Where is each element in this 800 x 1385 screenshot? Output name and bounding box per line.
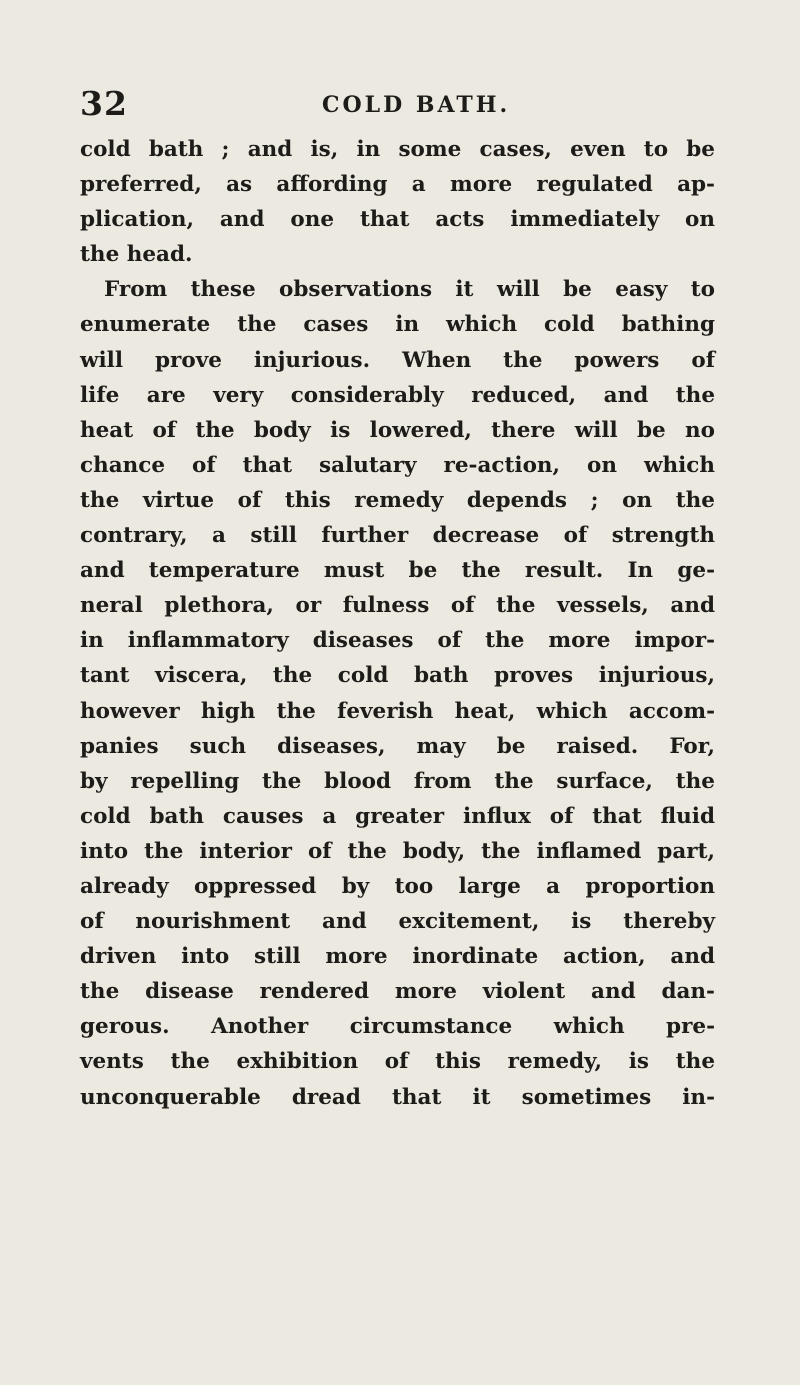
text-line: the head. — [80, 242, 193, 268]
text-line: already oppressed by too large a proportion — [80, 873, 715, 899]
text-line: From these observations it will be easy to — [104, 277, 715, 303]
text-line: unconquerable dread that it sometimes in- — [80, 1084, 715, 1110]
text-line: tant viscera, the cold bath proves injurious, — [80, 663, 715, 689]
text-line: will prove injurious. When the powers of — [80, 347, 715, 373]
text-line: gerous. Another circumstance which pre- — [80, 1014, 715, 1040]
text-line: in inflammatory diseases of the more impor- — [80, 628, 715, 654]
text-line: preferred, as affording a more regulated ap- — [80, 172, 715, 198]
text-line: into the interior of the body, the inflamed part, — [80, 838, 715, 864]
page-number: 32 — [80, 84, 128, 123]
text-line: cold bath causes a greater influx of that fluid — [80, 803, 715, 829]
text-line: by repelling the blood from the surface, the — [80, 768, 715, 794]
text-line: life are very considerably reduced, and the — [80, 382, 715, 408]
page-header — [80, 84, 720, 124]
text-line: cold bath ; and is, in some cases, even to be — [80, 137, 715, 162]
text-line: heat of the body is lowered, there will be no — [80, 417, 715, 443]
text-line: driven into still more inordinate action, and — [80, 944, 715, 970]
text-line: of nourishment and excitement, is thereby — [80, 909, 715, 935]
text-line: chance of that salutary re-action, on which — [80, 452, 715, 478]
text-line: panies such diseases, may be raised. For, — [80, 733, 715, 759]
running-head: COLD BATH. — [322, 92, 511, 118]
text-line: vents the exhibition of this remedy, is the — [80, 1049, 715, 1075]
text-line: plication, and one that acts immediately on — [80, 207, 715, 233]
text-line: and temperature must be the result. In ge- — [80, 558, 715, 584]
text-line: enumerate the cases in which cold bathing — [80, 312, 715, 338]
text-line: the disease rendered more violent and dan- — [80, 979, 715, 1005]
body-text — [80, 132, 715, 1115]
text-line: however high the feverish heat, which accom- — [80, 698, 715, 724]
text-line: the virtue of this remedy depends ; on the — [80, 487, 715, 513]
text-line: neral plethora, or fulness of the vessels, and — [80, 593, 715, 619]
text-line: contrary, a still further decrease of strength — [80, 523, 715, 549]
